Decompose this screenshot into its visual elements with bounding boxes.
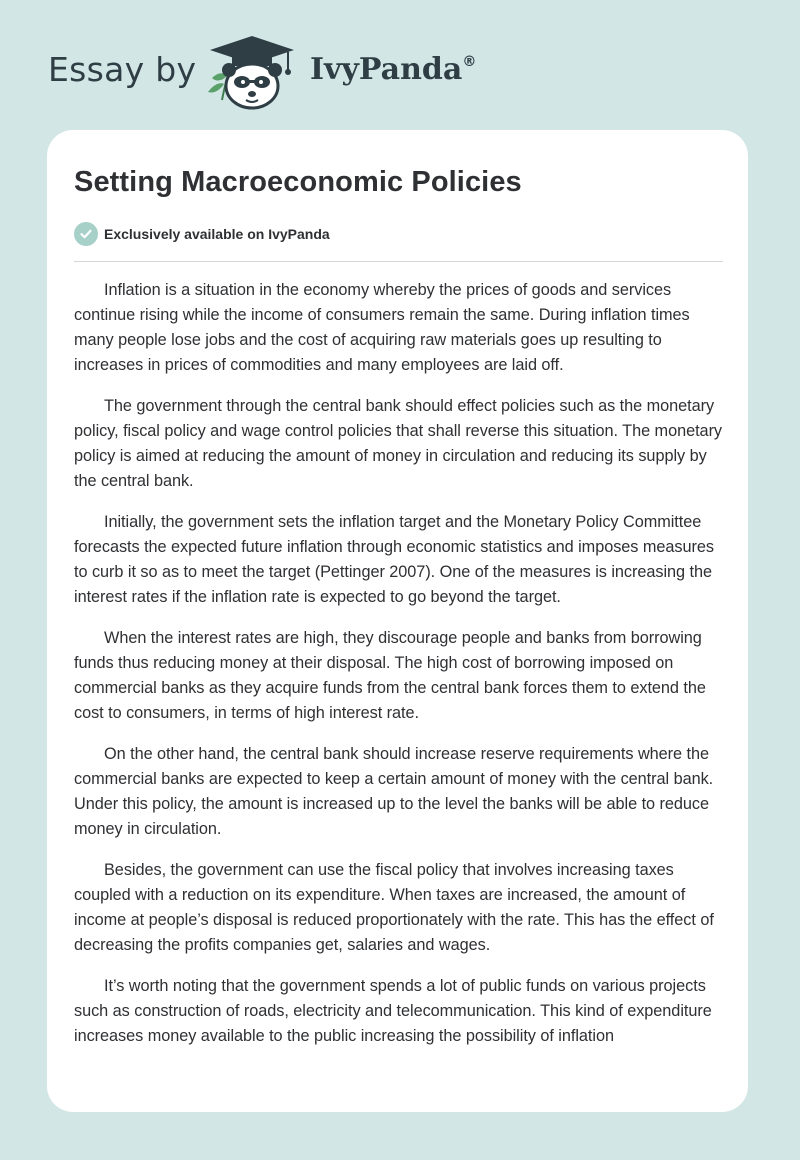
paragraph: It’s worth noting that the government spends a lot of public funds on various projects such as construction of roads, electricity and telecommunication. This kind of expenditure increases money available to the public increasing the possibility of inflation (74, 977, 712, 1045)
divider (74, 261, 723, 262)
paragraph: Besides, the government can use the fiscal policy that involves increasing taxes coupled with a reduction on its expenditure. When taxes are increased, the amount of income at people’s disposal is reduced proportionately with the rate. This has the effect of decreasing the profits companies get, salaries and wages. (74, 861, 714, 954)
panda-graduate-icon (202, 34, 302, 110)
paragraph: The government through the central bank should effect policies such as the monetary policy, fiscal policy and wage control policies that shall reverse this situation. The monetary policy is aimed at reducing the amount of money in circulation and reducing its supply by the central bank. (74, 397, 723, 490)
site-logo[interactable] (48, 34, 488, 110)
badge-text: Exclusively available on IvyPanda (104, 226, 330, 242)
paragraph: When the interest rates are high, they discourage people and banks from borrowing funds thus reducing money at their disposal. The high cost of borrowing imposed on commercial banks as they acquire funds from the central bank forces them to extend the cost to consumers, in terms of high interest rate. (74, 629, 706, 722)
registered-mark: ® (462, 54, 477, 70)
exclusive-badge (74, 222, 330, 246)
essay-body (74, 278, 726, 1065)
check-icon (74, 222, 98, 246)
logo-brand-name: IvyPanda (310, 52, 463, 87)
page-title: Setting Macroeconomic Policies (74, 166, 522, 198)
essay-card (47, 130, 748, 1112)
logo-brand (310, 52, 476, 87)
logo-prefix: Essay by (48, 50, 197, 89)
paragraph: Inflation is a situation in the economy whereby the prices of goods and services continue rising while the income of consumers remain the same. During inflation times many people lose jobs and the cost of acquiring raw materials goes up resulting to increases in prices of commodities and many employees are laid off. (74, 281, 690, 374)
paragraph: On the other hand, the central bank should increase reserve requirements where the commercial banks are expected to keep a certain amount of money with the central bank. Under this policy, the amount is increased up to the level the banks will be able to reduce money in circulation. (74, 745, 714, 838)
paragraph: Initially, the government sets the inflation target and the Monetary Policy Committee forecasts the expected future inflation through economic statistics and imposes measures to curb it so as to meet the target (Pettinger 2007). One of the measures is increasing the interest rates if the inflation rate is expected to go beyond the target. (74, 513, 714, 606)
